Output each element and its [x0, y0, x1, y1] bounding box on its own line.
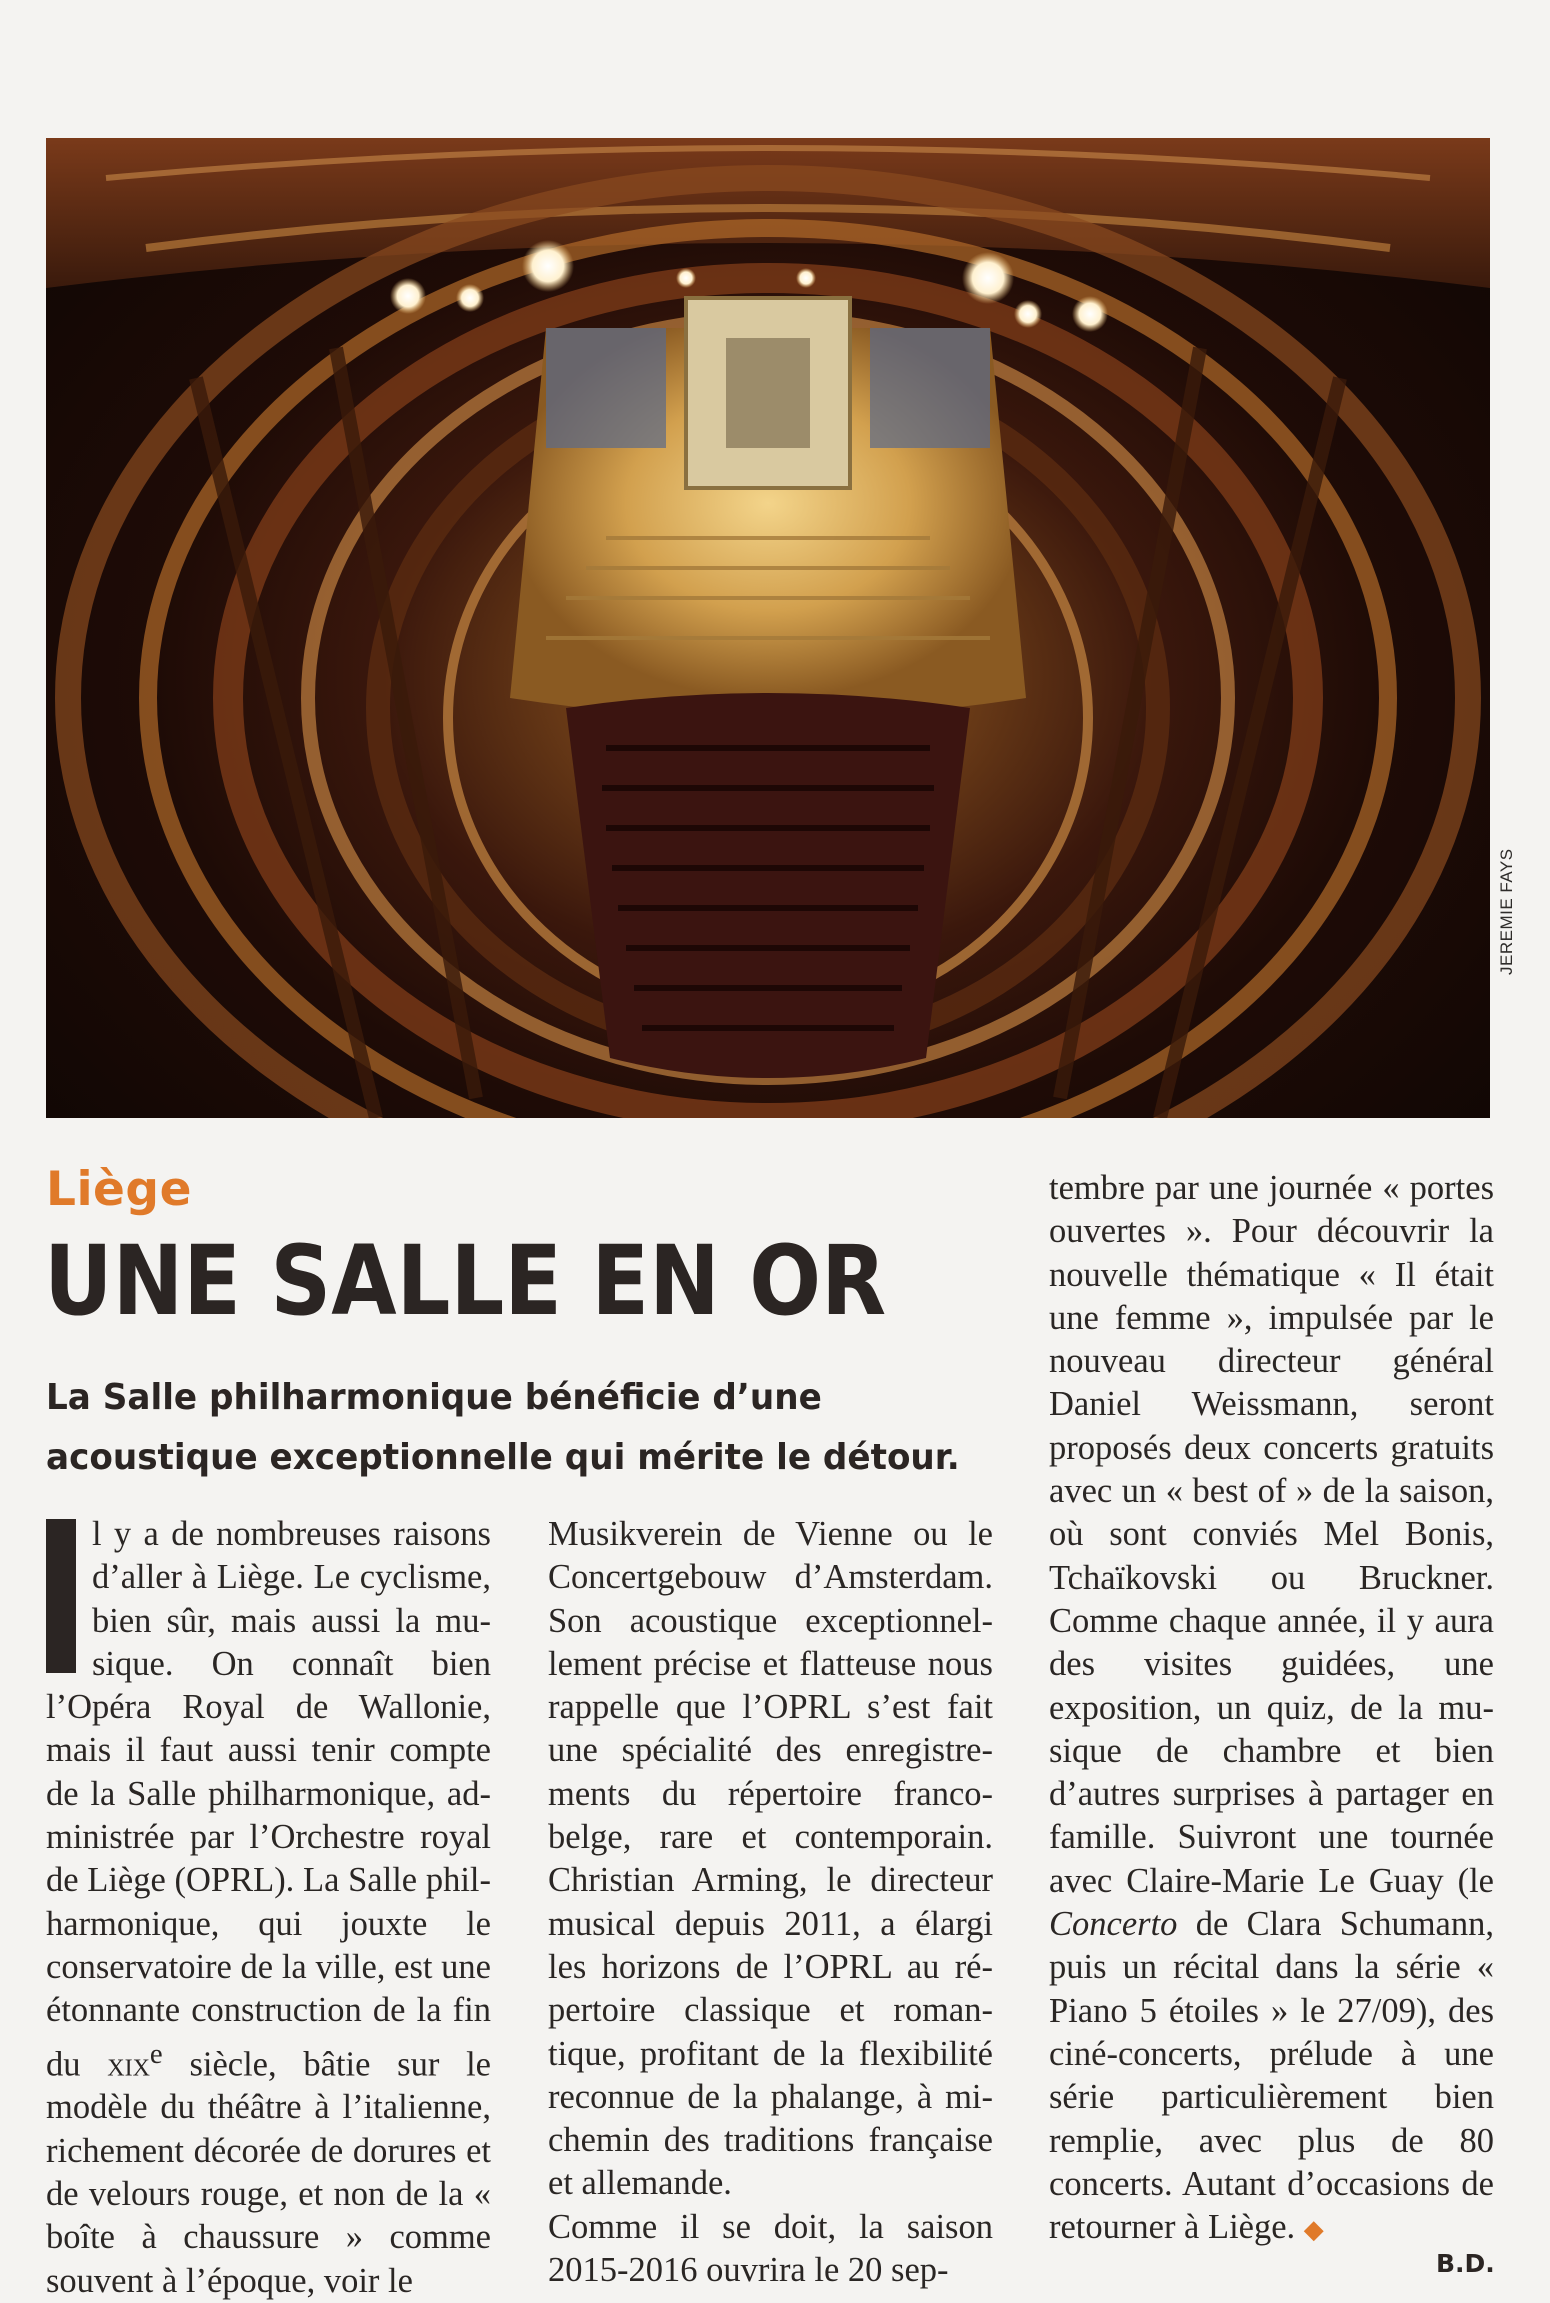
column-3 [1049, 1167, 1494, 2251]
drop-cap-i [46, 1519, 76, 1673]
column-2-paragraph-2: Comme il se doit, la saison 2015-2016 ouvrira le 20 sep- [548, 2207, 993, 2290]
century-numeral: xix [107, 2045, 150, 2084]
article-kicker: Liège [46, 1162, 192, 1217]
article-subtitle: La Salle philharmonique bénéficie d’une acoustique exceptionnelle qui mérite le détour. [46, 1377, 960, 1478]
column-1 [46, 1513, 491, 2303]
end-mark-icon: ◆ [1303, 2215, 1324, 2245]
author-initials: B.D. [1436, 2249, 1495, 2278]
column-1-text: l y a de nombreuses raisons d’aller à Liège. Le cyclisme, bien sûr, mais aussi la musique. On connaît bien l’Opéra Royal de Wallonie, mais il faut aussi tenir compte de la Salle philharmonique, administrée par l’Orchestre royal de Liège (OPRL). La Salle philharmonique, qui jouxte le conservatoire de la ville, est une étonnante construction de la fin du [46, 1515, 491, 2084]
concerto-italic: Concerto [1049, 1905, 1178, 1944]
photo-credit: JEREMIE FAYS [1497, 848, 1516, 975]
column-3-text: tembre par une journée « portes ouvertes ». Pour découvrir la nouvelle thématique « Il était une femme », impulsée par le nouveau directeur général Daniel Weissmann, seront proposés deux concerts gratuits avec un « best of » de la saison, où sont conviés Mel Bonis, Tchaïkovski ou Bruckner. Comme chaque année, il y aura des visites guidées, une exposition, un quiz, de la musique de chambre et bien d’autres surprises à partager en famille. Suivront une tournée avec Claire-Marie Le Guay (le [1049, 1169, 1494, 1900]
column-2-paragraph: Musikverein de Vienne ou le Concertgebouw d’Amsterdam. Son acoustique exceptionnellement précise et flatteuse nous rappelle que l’OPRL s’est fait une spécialité des enregistrements du répertoire franco-belge, rare et contemporain. Christian Arming, le directeur musical depuis 2011, a élargi les horizons de l’OPRL au répertoire classique et romantique, profitant de la flexibilité reconnue de la phalange, à mi-chemin des traditions française et allemande. [548, 1515, 993, 2203]
article-title: UNE SALLE EN OR [44, 1225, 887, 1337]
concert-hall-photo [46, 138, 1490, 1118]
century-superscript: e [149, 2037, 163, 2070]
column-1-text-continued: siècle, bâtie sur le modèle du théâtre à l’italienne, richement décorée de dorures et de velours rouge, et non de la « boîte à chaussure » comme souvent à l’époque, voir le [46, 2045, 491, 2300]
column-2 [548, 1513, 993, 2292]
column-1-paragraph [46, 1513, 491, 2303]
concert-hall-illustration [46, 138, 1490, 1118]
column-3-paragraph [1049, 1167, 1494, 2251]
column-3-text-continued: de Clara Schumann, puis un récital dans la série « Piano 5 étoiles » le 27/09), des ciné-concerts, prélude à une série particulièrement bien remplie, avec plus de 80 concerts. Autant d’occasions de retourner à Liège. [1049, 1905, 1494, 2247]
